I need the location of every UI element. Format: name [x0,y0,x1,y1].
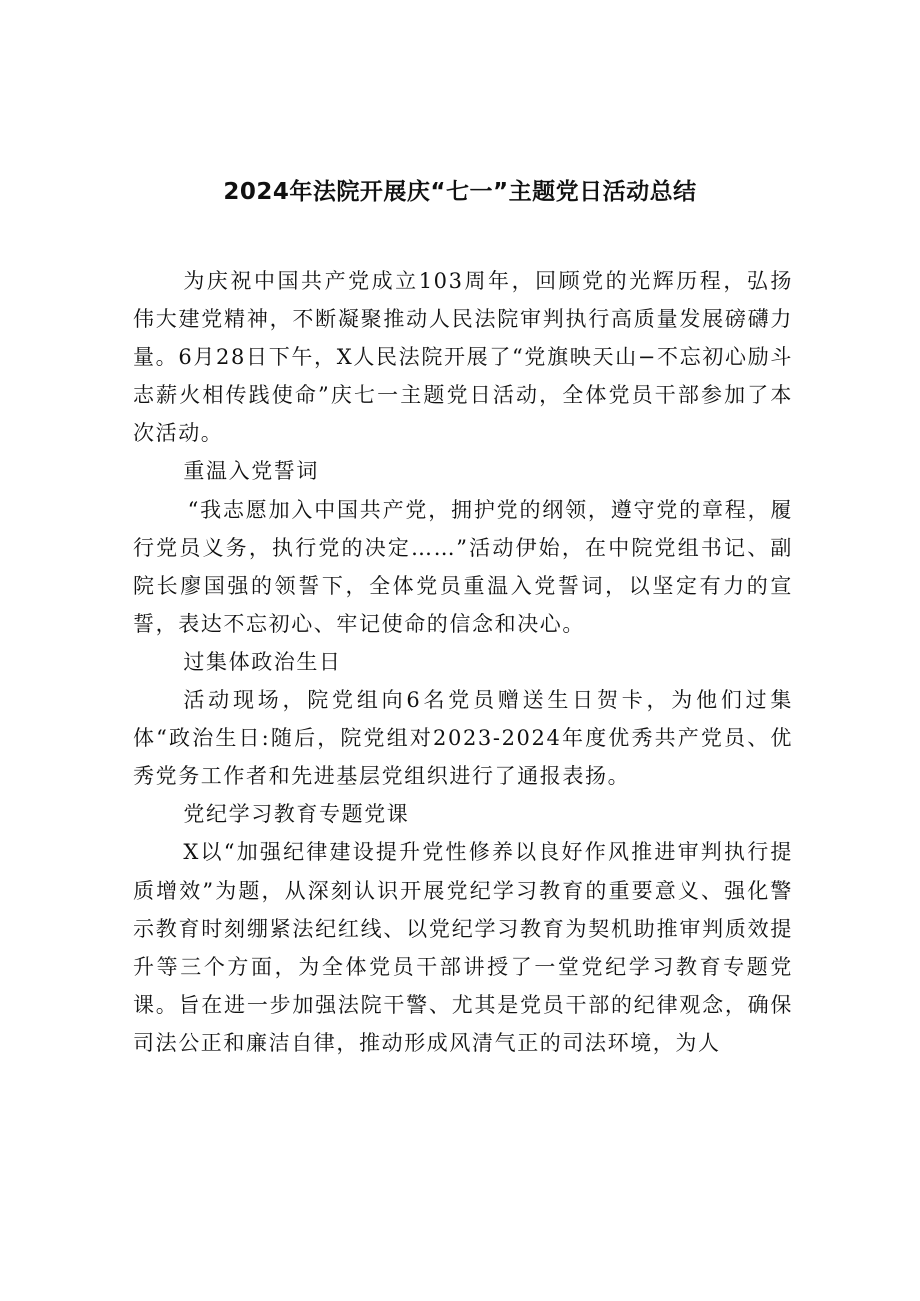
document-body [133,262,793,1062]
lecture-paragraph: X以“加强纪律建设提升党性修养以良好作风推进审判执行提质增效”为题，从深刻认识开展党纪学习教育的重要意义、强化警示教育时刻绷紧法纪红线、以党纪学习教育为契机助推审判质效提升等三个方面，为全体党员干部讲授了一堂党纪学习教育专题党课。旨在进一步加强法院干警、尤其是党员干部的纪律观念，确保司法公正和廉洁自律，推动形成风清气正的司法环境，为人 [133,840,793,1055]
birthday-paragraph: 活动现场，院党组向6名党员赠送生日贺卡，为他们过集体“政治生日:随后，院党组对2023-2024年度优秀共产党员、优秀党务工作者和先进基层党组织进行了通报表扬。 [133,688,793,789]
section-heading-oath: 重温入党誓词 [183,459,319,484]
intro-paragraph: 为庆祝中国共产党成立103周年，回顾党的光辉历程，弘扬伟大建党精神，不断凝聚推动人民法院审判执行高质量发展磅礴力量。6月28日下午，X人民法院开展了“党旗映天山−不忘初心励斗志薪火相传践使命”庆七一主题党日活动，全体党员干部参加了本次活动。 [133,269,793,446]
section-heading-birthday: 过集体政治生日 [183,649,342,674]
section-heading-lecture: 党纪学习教育专题党课 [183,802,410,827]
oath-paragraph: “我志愿加入中国共产党，拥护党的纲领，遵守党的章程，履行党员义务，执行党的决定……”活动伊始，在中院党组书记、副院长廖国强的领誓下，全体党员重温入党誓词，以坚定有力的宣誓，表达不忘初心、牢记使命的信念和决心。 [133,497,793,636]
document-title: 2024年法院开展庆“七一”主题党日活动总结 [223,179,697,205]
